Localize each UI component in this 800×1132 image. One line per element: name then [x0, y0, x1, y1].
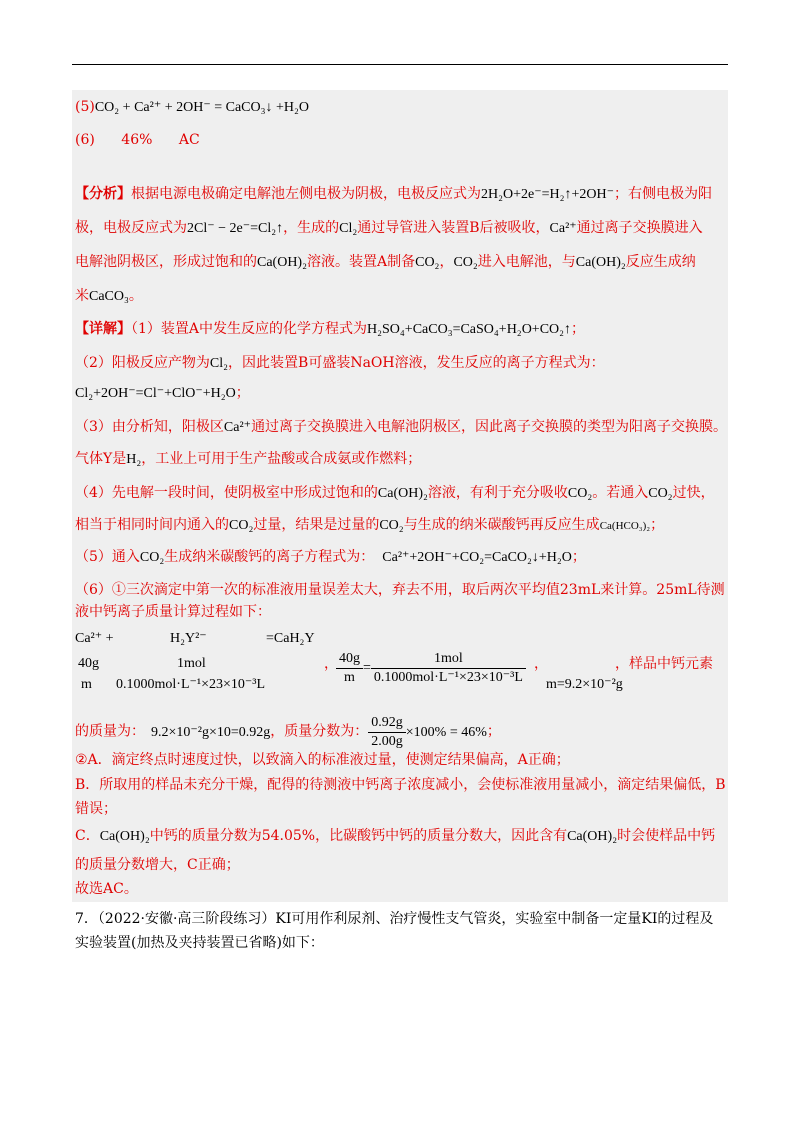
analysis-text: 反应生成纳 [625, 254, 696, 270]
question-7-line-1 [75, 910, 713, 928]
calc-40g: 40g [78, 656, 99, 671]
calc-tail: ，样品中钙元素 [615, 656, 713, 672]
formula: Ca(HCO₃)₂ [599, 520, 651, 532]
detail-text: ； [571, 549, 586, 565]
detail-line-5 [75, 450, 421, 469]
analysis-text: ， [439, 254, 454, 270]
formula: H₂SO₄+CaCO₃=CaSO₄+H₂O+CO₂↑ [367, 322, 572, 337]
detail-text: （3）由分析知，阳极区 [75, 419, 224, 435]
detail-text: 故选AC。 [75, 881, 138, 897]
formula: CO₂ [415, 255, 440, 270]
calc-cah2y: =CaH₂Y [266, 631, 315, 646]
detail-text: ，质量分数为： [270, 723, 369, 740]
analysis-tag: 【分析】 [75, 186, 131, 202]
analysis-text: 电解池阴极区，形成过饱和的 [75, 254, 257, 270]
detail-line-2 [75, 354, 605, 373]
ratio-equation [336, 650, 526, 687]
detail-text: 过量，结果是过量的 [253, 517, 380, 533]
detail-text: 时会使样品中钙 [617, 828, 716, 844]
analysis-line-1 [75, 185, 712, 204]
detail-text: ，工业上可用于生产盐酸或合成氨或作燃料； [141, 451, 422, 467]
formula: Ca(OH)₂ [257, 255, 307, 270]
formula: CO₂ [567, 486, 593, 501]
formula: Ca²⁺+2OH⁻+CO₂=CaCO₂↓+H₂O [382, 550, 572, 565]
choice-b [75, 776, 726, 794]
detail-line-4 [75, 418, 727, 437]
analysis-text: 极，电极反应式为 [75, 220, 187, 236]
formula: Cl₂ [209, 356, 229, 371]
formula: Ca(OH)₂ [99, 829, 150, 844]
formula: Cl₂ [339, 221, 358, 236]
detail-line-8 [75, 548, 586, 567]
analysis-text: 米 [75, 288, 89, 304]
detail-text: 生成纳米碳酸钙的离子方程式为： [164, 549, 375, 565]
detail-text: 液中钙离子质量计算过程如下： [75, 604, 271, 620]
detail-text: 的质量为： [75, 723, 145, 740]
detail-text: 。若通入 [592, 485, 649, 501]
answer-6-value: 46% [121, 132, 153, 148]
percent-fraction [368, 714, 406, 751]
fraction-denominator: 2.00g [371, 734, 403, 749]
detail-text: 过快， [672, 485, 715, 501]
analysis-line-3 [75, 253, 696, 272]
analysis-text: ；右侧电极为阳 [614, 186, 712, 202]
detail-text: B．所取用的样品未充分干燥，配得的待测液中钙离子浓度减小，会使标准液用量减小，滴定结果偏低，B [75, 777, 726, 793]
choice-c-cont [75, 856, 240, 874]
detail-text: ，因此装置B可盛装NaOH溶液，发生反应的离子方程式为： [228, 355, 605, 371]
formula: Ca²⁺ [223, 420, 252, 435]
calc-m: m [81, 677, 92, 692]
analysis-text: 溶液。装置A制备 [306, 254, 416, 270]
detail-line-6 [75, 484, 715, 503]
formula: Ca(OH)₂ [567, 829, 618, 844]
analysis-text: ，生成的 [283, 220, 340, 236]
formula: 9.2×10⁻²g×10=0.92g [151, 724, 271, 740]
equals-sign: = [363, 660, 371, 676]
detail-line-9 [75, 581, 725, 599]
detail-text: 错误； [75, 801, 117, 817]
detail-text: C． [75, 828, 100, 844]
fraction-numerator: 40g [336, 650, 363, 669]
fraction-numerator: 1mol [371, 650, 526, 669]
final-answer [75, 880, 138, 898]
ratio-fraction-2 [371, 650, 526, 687]
detail-line-7 [75, 516, 664, 535]
fraction-denominator: m [344, 670, 355, 685]
detail-text: 与生成的纳米碳酸钙再反应生成 [403, 517, 600, 533]
detail-text: 的质量分数增大，C正确； [75, 857, 240, 873]
answer-6-choice: AC [178, 132, 200, 148]
detail-tag: 【详解】 [75, 321, 131, 337]
formula: Ca²⁺ [549, 221, 577, 236]
anode-equation: 2Cl⁻ − 2e⁻=Cl₂↑ [187, 221, 284, 236]
analysis-text: 通过离子交换膜进入 [576, 220, 703, 236]
detail-text: （2）阳极反应产物为 [75, 355, 210, 371]
formula: Ca(OH)₂ [377, 486, 428, 501]
detail-line-3 [75, 384, 250, 403]
detail-text: ②A．滴定终点时速度过快，以致滴入的标准液过量，使测定结果偏高，A正确； [75, 752, 570, 768]
header-rule [72, 64, 728, 65]
calc-comma-2: ， [534, 656, 548, 672]
detail-text: （5）通入 [75, 549, 140, 565]
analysis-text: 通过导管进入装置B后被吸收， [357, 220, 550, 236]
detail-line-10 [75, 603, 271, 621]
calc-ca: Ca²⁺ + [75, 631, 114, 646]
formula: Cl₂+2OH⁻=Cl⁻+ClO⁻+H₂O [75, 386, 236, 401]
fraction-denominator: 0.1000mol·L⁻¹×23×10⁻³L [373, 670, 523, 685]
detail-text: 溶液，有利于充分吸收 [427, 485, 568, 501]
mass-line [75, 714, 501, 751]
formula: CO₂ [648, 486, 673, 501]
detail-text: 气体Y是 [75, 451, 127, 467]
calc-result: m=9.2×10⁻²g [546, 677, 623, 692]
percent-result: ×100% = 46% [405, 724, 487, 740]
detail-text: ； [235, 385, 250, 401]
detail-text: 中钙的质量分数为54.05%，比碳酸钙中钙的质量分数大，因此含有 [149, 828, 568, 844]
answer-5-equation: CO₂ + Ca²⁺ + 2OH⁻ = CaCO₃↓ +H₂O [94, 100, 309, 115]
formula: CO₂ [379, 518, 404, 533]
formula: H₂ [126, 452, 142, 467]
choice-b-cont [75, 800, 117, 818]
answer-5 [75, 98, 309, 117]
detail-text: ； [486, 723, 501, 740]
formula: Ca(OH)₂ [575, 255, 626, 270]
cathode-equation: 2H₂O+2e⁻=H₂↑+2OH⁻ [481, 187, 614, 202]
question-text: 7．（2022·安徽·高三阶段练习）KI可用作利尿剂、治疗慢性支气管炎，实验室中制备一定量KI的过程及 [75, 911, 714, 927]
choice-a [75, 751, 570, 769]
calc-1mol: 1mol [177, 656, 206, 671]
ratio-fraction-1 [336, 650, 363, 687]
detail-text: 通过离子交换膜进入电解池阴极区，因此离子交换膜的类型为阳离子交换膜。 [251, 419, 728, 435]
detail-text: （6）①三次滴定中第一次的标准液用量误差太大，弃去不用，取后两次平均值23mL来计算。25mL待测 [75, 582, 725, 598]
question-text: 实验装置(加热及夹持装置已省略)如下： [75, 935, 324, 951]
answer-6-label: (6) [75, 132, 95, 148]
answer-5-label: (5) [75, 99, 95, 115]
detail-line-1 [75, 320, 585, 339]
formula: CO₂ [139, 550, 165, 565]
detail-text: 相当于相同时间内通入的 [75, 517, 229, 533]
analysis-line-4 [75, 287, 143, 306]
choice-c [75, 827, 715, 846]
detail-text: ； [571, 321, 586, 337]
calc-h2y: H₂Y²⁻ [170, 631, 207, 646]
calc-volume: 0.1000mol·L⁻¹×23×10⁻³L [116, 677, 266, 692]
formula: CaCO₃ [89, 289, 129, 304]
detail-text: （4）先电解一段时间，使阴极室中形成过饱和的 [75, 485, 378, 501]
calc-comma: ， [324, 656, 338, 672]
fraction-numerator: 0.92g [368, 714, 406, 733]
analysis-line-2 [75, 219, 703, 238]
question-7-line-2 [75, 934, 324, 952]
formula: CO₂ [453, 255, 478, 270]
formula: CO₂ [229, 518, 254, 533]
detail-text: （1）装置A中发生反应的化学方程式为 [131, 321, 368, 337]
analysis-text: 进入电解池，与 [477, 254, 576, 270]
percent-equation [368, 715, 487, 749]
analysis-text: 。 [128, 288, 143, 304]
detail-text: ； [650, 517, 665, 533]
analysis-text: 根据电源电极确定电解池左侧电极为阴极，电极反应式为 [131, 186, 481, 202]
answer-6 [75, 131, 200, 149]
